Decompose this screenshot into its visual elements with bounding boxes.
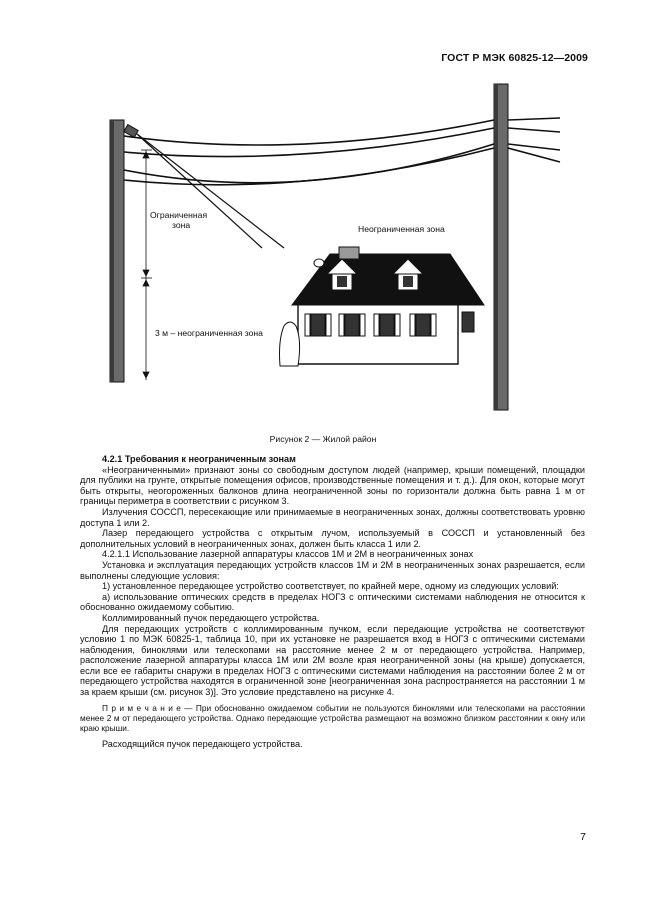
unrestricted-zone-label: Неограниченная зона <box>358 224 445 234</box>
standard-header: ГОСТ Р МЭК 60825-12—2009 <box>441 52 588 64</box>
paragraph: Расходящийся пучок передающего устройства. <box>102 738 303 749</box>
dimension-line <box>141 150 152 380</box>
paragraph: Установка и эксплуатация передающих устройств классов 1М и 2М в неограниченных зонах разрешается, если выполнены следующие условия: <box>80 559 585 581</box>
paragraph: а) использование оптических средств в пределах НОГЗ с оптическими системами наблюдения не относится к обоснованно ожидаемому событию. <box>80 591 585 613</box>
figure-caption: Рисунок 2 — Жилой район <box>269 434 377 444</box>
house <box>280 247 485 366</box>
bush <box>280 322 300 366</box>
distance-label: 3 м – неограниченная зона <box>155 328 263 338</box>
restricted-zone-label: Ограниченная <box>150 210 208 220</box>
right-pole <box>494 84 508 410</box>
left-pole <box>110 120 124 382</box>
paragraph: Излучения СОССП, пересекающие или принимаемые в неограниченных зонах, должны соответствовать уровню доступа 1 или 2. <box>80 506 585 528</box>
page-number: 7 <box>580 831 586 843</box>
paragraph: Для передающих устройств с коллимированным пучком, если передающие устройства не соответствуют условию 1 по МЭК 60825-1, таблица 10, при их установке не разрешается вход в НОГЗ с оптическими системами наблюдения, биноклями или телескопами на расстояние менее 2 м от передающего устройства. Например, расположение лазерной аппаратуры класса 1М или 2М возле края неограниченной зоны (на крыше) допускается, если все ее габариты снаружи в пределах НОГЗ с оптическими системами наблюдения на расстоянии более 2 м от передающего устройства находятся в ограниченной зоне [неограниченная зона распространяется на расстоянии 1 м за краем крыши (см. рисунок 3)]. Это условие представлено на рисунке 4. <box>80 623 585 698</box>
paragraph: 1) установленное передающее устройство соответствует, по крайней мере, одному из следующих условий: <box>102 581 559 592</box>
laser-beam <box>137 134 284 248</box>
subsection-heading: 4.2.1.1 Использование лазерной аппаратуры классов 1М и 2М в неограниченных зонах <box>102 549 474 560</box>
paragraph: Коллимированный пучок передающего устройства. <box>102 612 320 623</box>
restricted-zone-label-line2: зона <box>172 220 191 230</box>
satellite-dish <box>314 259 324 267</box>
paragraph: «Неограниченными» признают зоны со свободным доступом людей (например, крыши помещений, площадки для публики на грунте, открытые помещения офисов, производственные помещения и т. д.). Для окон, которые могут быть открыты, неогороженных балконов длина неограниченной зоны по горизонтали должна быть равна 1 м от границы периметра в соответствии с рисунком 3. <box>80 464 585 507</box>
body-text <box>80 452 585 749</box>
paragraph: Лазер передающего устройства с открытым лучом, используемый в СОССП и установленный без дополнительных условий в неограниченных зонах, должен быть класса 1 или 2. <box>80 528 585 549</box>
residential-area-figure <box>0 0 646 430</box>
section-heading: 4.2.1 Требования к неограниченным зонам <box>102 454 296 464</box>
note: П р и м е ч а н и е — При обоснованно ожидаемом событии не пользуются биноклями или телескопами на расстоянии менее 2 м от передающего устройства. Однако передающие устройства размещают на возможно близком расстоянии к окну или краю крыши. <box>80 702 585 733</box>
